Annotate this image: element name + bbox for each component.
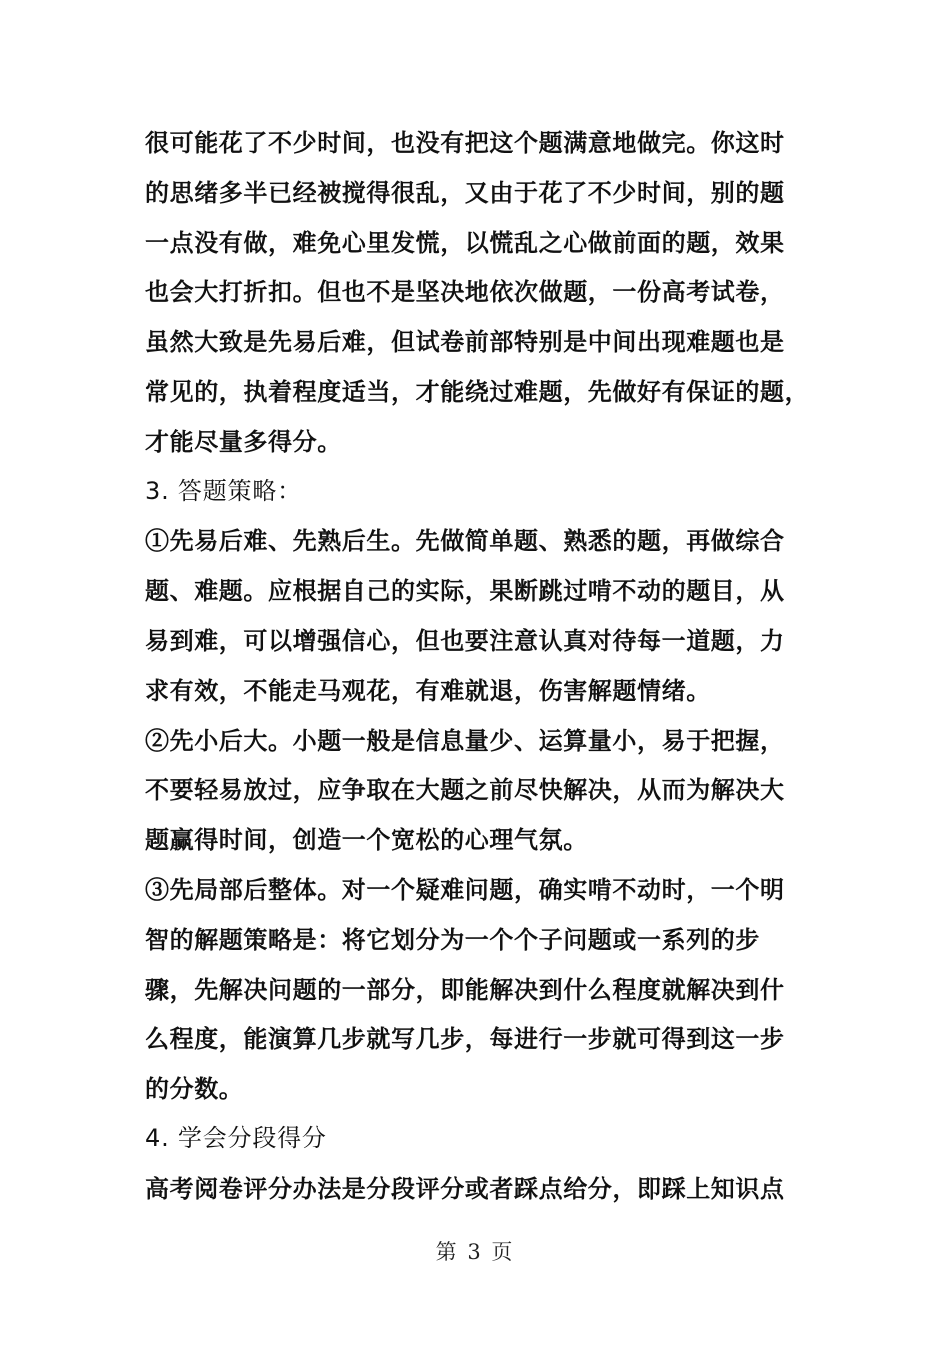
text-line: ②先小后大。小题一般是信息量少、运算量小，易于把握， xyxy=(145,725,785,755)
text-line: 题赢得时间，创造一个宽松的心理气氛。 xyxy=(145,825,588,855)
text-line: 一点没有做，难免心里发慌，以慌乱之心做前面的题，效果 xyxy=(145,227,785,257)
text-line: 的思绪多半已经被搅得很乱，又由于花了不少时间，别的题 xyxy=(145,177,785,207)
text-line: 求有效，不能走马观花，有难就退，伤害解题情绪。 xyxy=(145,675,711,705)
text-line: 也会大打折扣。但也不是坚决地依次做题，一份高考试卷， xyxy=(145,277,785,307)
text-line: 智的解题策略是：将它划分为一个个子问题或一系列的步 xyxy=(145,924,760,954)
section-heading: 3. 答题策略： xyxy=(145,476,302,505)
document-body xyxy=(145,118,809,1214)
text-line: 很可能花了不少时间，也没有把这个题满意地做完。你这时 xyxy=(145,128,785,157)
text-line: 常见的，执着程度适当，才能绕过难题，先做好有保证的题， xyxy=(145,376,810,406)
text-line: 么程度，能演算几步就写几步，每进行一步就可得到这一步 xyxy=(145,1024,785,1054)
text-line: 的分数。 xyxy=(145,1074,244,1104)
text-line: 高考阅卷评分办法是分段评分或者踩点给分，即踩上知识点 xyxy=(145,1173,785,1203)
text-line: 易到难，可以增强信心，但也要注意认真对待每一道题，力 xyxy=(145,625,785,655)
text-line: ③先局部后整体。对一个疑难问题，确实啃不动时，一个明 xyxy=(145,874,785,904)
text-line: 题、难题。应根据自己的实际，果断跳过啃不动的题目，从 xyxy=(145,576,785,606)
page-number: 第 3 页 xyxy=(435,1240,515,1264)
text-line: 骤，先解决问题的一部分，即能解决到什么程度就解决到什 xyxy=(145,974,785,1004)
text-line: ①先易后难、先熟后生。先做简单题、熟悉的题，再做综合 xyxy=(145,526,785,556)
text-line: 虽然大致是先易后难，但试卷前部特别是中间出现难题也是 xyxy=(145,327,785,357)
text-line: 才能尽量多得分。 xyxy=(145,426,342,456)
section-heading: 4. 学会分段得分 xyxy=(145,1123,327,1152)
text-line: 不要轻易放过，应争取在大题之前尽快解决，从而为解决大 xyxy=(145,775,785,805)
